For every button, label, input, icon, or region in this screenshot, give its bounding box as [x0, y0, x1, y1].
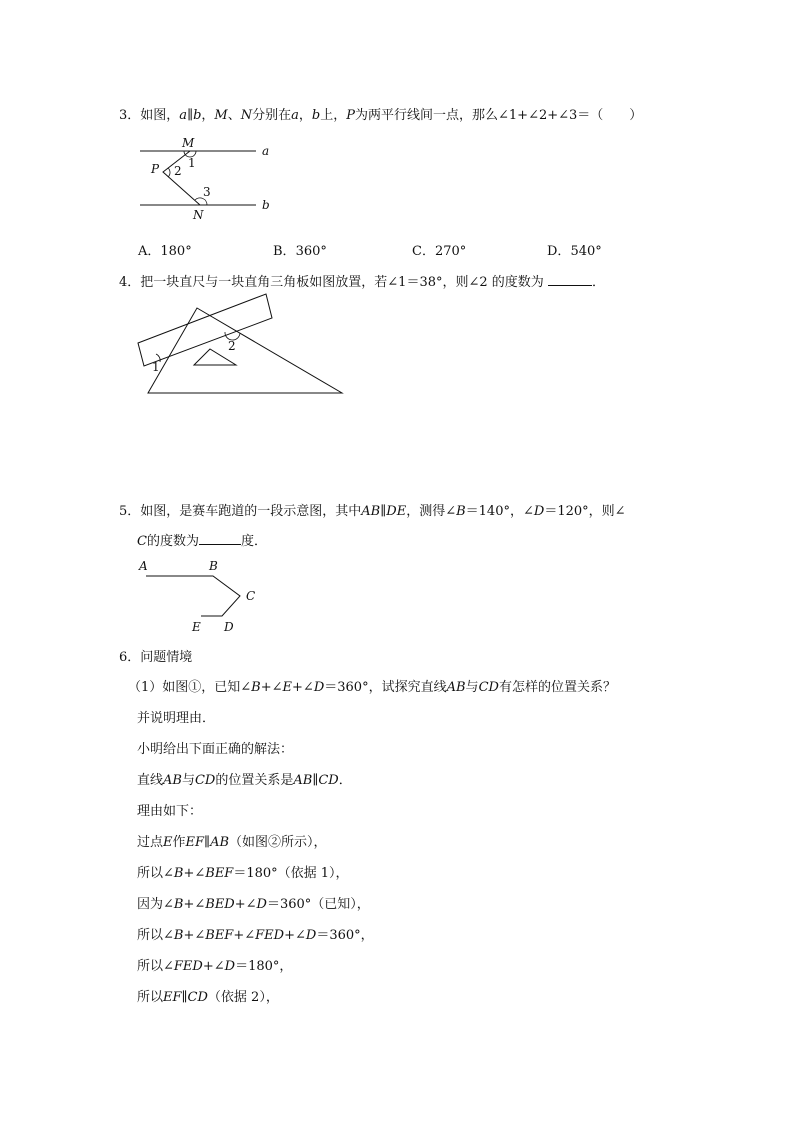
text: 的位置关系是 [215, 773, 294, 788]
label-p: P [151, 162, 160, 176]
option-letter: B． [273, 244, 296, 259]
var: FED [255, 928, 285, 943]
q3-number: 3． [119, 108, 141, 123]
text: +∠ [233, 928, 256, 943]
q6-number: 6． [119, 650, 141, 665]
angle-arc-2 [225, 332, 240, 340]
label-angle-2: 2 [174, 164, 182, 178]
ruler [138, 294, 272, 366]
label-b: b [262, 198, 270, 212]
option-text: 540° [570, 244, 602, 259]
text: 有怎样的位置关系？ [498, 680, 616, 695]
q3-option-a [138, 240, 192, 259]
label-m: M [182, 136, 195, 150]
q5-stem-line1 [119, 500, 626, 519]
q5-end: 度． [240, 534, 267, 549]
text: 与 [465, 680, 479, 695]
q6-line7 [137, 862, 349, 881]
text: ＝360°， [316, 928, 374, 943]
q4-stem-text: 把一块直尺与一块直角三角板如图放置，若∠1＝38°，则∠2 的度数为 [140, 275, 544, 290]
text: ＝180°， [235, 959, 293, 974]
var: FED [173, 959, 203, 974]
q3-var-a: a [179, 108, 188, 123]
polyline-mpn [163, 151, 200, 205]
q5-var-de: DE [386, 504, 407, 519]
set-square [148, 308, 342, 393]
q5-stem-text: ＝120°，则∠ [544, 504, 626, 519]
text: ∥ [204, 835, 211, 850]
angle-arc-1 [156, 354, 160, 362]
var: CD [478, 680, 499, 695]
var: B [173, 866, 184, 881]
q3-figure [140, 136, 270, 222]
text: 所以∠ [137, 959, 174, 974]
text: +∠ [183, 866, 206, 881]
text: 小明给出下面正确的解法： [137, 742, 294, 757]
label-a: A [139, 559, 148, 573]
text: 因为∠ [137, 897, 174, 912]
label-d: D [224, 620, 234, 634]
text: 过点 [137, 835, 164, 850]
set-square-hole [194, 349, 236, 365]
q3-var-b: b [311, 108, 321, 123]
q5-stem-text: ，测得∠ [406, 504, 457, 519]
text: （如图②所示）， [229, 835, 327, 850]
var: EF [163, 990, 182, 1005]
label-angle-1: 1 [188, 156, 196, 170]
q3-parallel-sign: ∥ [187, 108, 194, 123]
q3-var-m: M [214, 108, 228, 123]
angle-arc-3 [195, 198, 207, 205]
var: E [282, 680, 293, 695]
q6-line2 [137, 707, 215, 726]
var: D [313, 680, 325, 695]
label-angle-2: 2 [228, 339, 236, 353]
var: AB [210, 835, 230, 850]
q6-line3 [137, 738, 293, 757]
text: +∠ [292, 680, 314, 695]
text: ＝360°，试探究直线 [324, 680, 447, 695]
q4-end: ． [591, 275, 605, 290]
var: BEF [205, 928, 234, 943]
label-c: C [246, 589, 256, 603]
q5-stem-text: ＝140°，∠ [465, 504, 534, 519]
text: ∥ [312, 773, 319, 788]
q3-stem-text: 如图， [140, 108, 180, 123]
label-angle-3: 3 [203, 185, 211, 199]
var: D [305, 928, 317, 943]
var: D [256, 897, 267, 912]
text: +∠ [183, 897, 206, 912]
q6-line9 [137, 924, 374, 943]
option-text: 270° [434, 244, 467, 259]
var: D [224, 959, 236, 974]
option-letter: C． [412, 244, 435, 259]
q4-figure [138, 294, 342, 393]
text: 所以∠ [137, 866, 174, 881]
text: 作 [172, 835, 186, 850]
track-path [146, 576, 240, 616]
text: 所以 [137, 990, 164, 1005]
text: +∠ [234, 897, 257, 912]
text: 理由如下： [137, 804, 203, 819]
text: 所以∠ [137, 928, 174, 943]
var: EF [185, 835, 205, 850]
q6-line5 [137, 800, 202, 819]
var: AB [446, 680, 466, 695]
q6-line11 [137, 986, 279, 1005]
q5-number: 5． [119, 504, 141, 519]
text: ＝180°（依据 1）， [233, 866, 349, 881]
var: B [173, 928, 184, 943]
q6-title: 问题情境 [140, 650, 193, 665]
answer-blank [199, 532, 241, 545]
q6-part1-line [128, 676, 616, 695]
option-letter: D． [547, 244, 571, 259]
text: +∠ [202, 959, 225, 974]
q3-option-b [273, 240, 327, 259]
q3-var-n: N [240, 108, 253, 123]
q3-comma: ， [298, 108, 312, 123]
var: BED [205, 897, 235, 912]
text: 直线 [137, 773, 164, 788]
q3-stem-text: 为两平行线间一点，那么∠1+∠2+∠3＝（ ） [355, 108, 643, 123]
angle-arc-1 [184, 151, 196, 157]
var: CD [194, 773, 216, 788]
text: 并说明理由． [137, 711, 216, 726]
label-e: E [192, 620, 201, 634]
text: （依据 2）， [207, 990, 279, 1005]
answer-blank [548, 273, 592, 286]
text: ＝360°（已知）， [266, 897, 370, 912]
option-letter: A． [138, 244, 161, 259]
q5-var-c: C [137, 534, 147, 549]
q5-stem-line2 [137, 530, 267, 549]
q6-line10 [137, 955, 292, 974]
q3-var-b: b [193, 108, 202, 123]
q3-stem [119, 104, 642, 123]
q3-stem-text: 分别在 [252, 108, 292, 123]
q4-stem [119, 271, 605, 290]
text: +∠ [183, 928, 206, 943]
q4-number: 4． [119, 275, 141, 290]
q6-line4 [137, 769, 352, 788]
q5-figure [138, 559, 255, 634]
q5-var-d: D [533, 504, 545, 519]
q6-line6 [137, 831, 327, 850]
q3-enum-comma: 、 [227, 108, 241, 123]
var: CD [318, 773, 339, 788]
q3-var-p: P [346, 108, 356, 123]
q5-var-b: B [456, 504, 466, 519]
label-b: B [209, 559, 218, 573]
var: E [163, 835, 173, 850]
text: 与 [181, 773, 195, 788]
q3-option-d [547, 240, 602, 259]
text: +∠ [284, 928, 306, 943]
text: ． [338, 773, 352, 788]
q5-stem-text: 的度数为 [146, 534, 199, 549]
option-text: 180° [160, 244, 192, 259]
q6-line8 [137, 893, 370, 912]
angle-arc-2 [168, 168, 170, 177]
q5-var-ab: AB [361, 504, 381, 519]
var: BEF [205, 866, 234, 881]
q5-stem-text: 如图，是赛车跑道的一段示意图，其中 [140, 504, 362, 519]
option-text: 360° [295, 244, 327, 259]
var: B [251, 680, 261, 695]
label-n: N [193, 208, 204, 222]
q5-parallel-sign: ∥ [380, 504, 387, 519]
label-a: a [262, 144, 270, 158]
q3-comma: ， [201, 108, 215, 123]
var: AB [163, 773, 182, 788]
var: CD [187, 990, 208, 1005]
var: AB [293, 773, 313, 788]
q3-option-c [412, 240, 466, 259]
text: ∥ [181, 990, 188, 1005]
q6-title-line [119, 646, 192, 665]
var: B [173, 897, 184, 912]
text: （1）如图①，已知∠ [128, 680, 252, 695]
label-angle-1: 1 [152, 360, 160, 374]
text: +∠ [260, 680, 283, 695]
q3-stem-text: 上， [320, 108, 347, 123]
q3-var-a: a [291, 108, 299, 123]
